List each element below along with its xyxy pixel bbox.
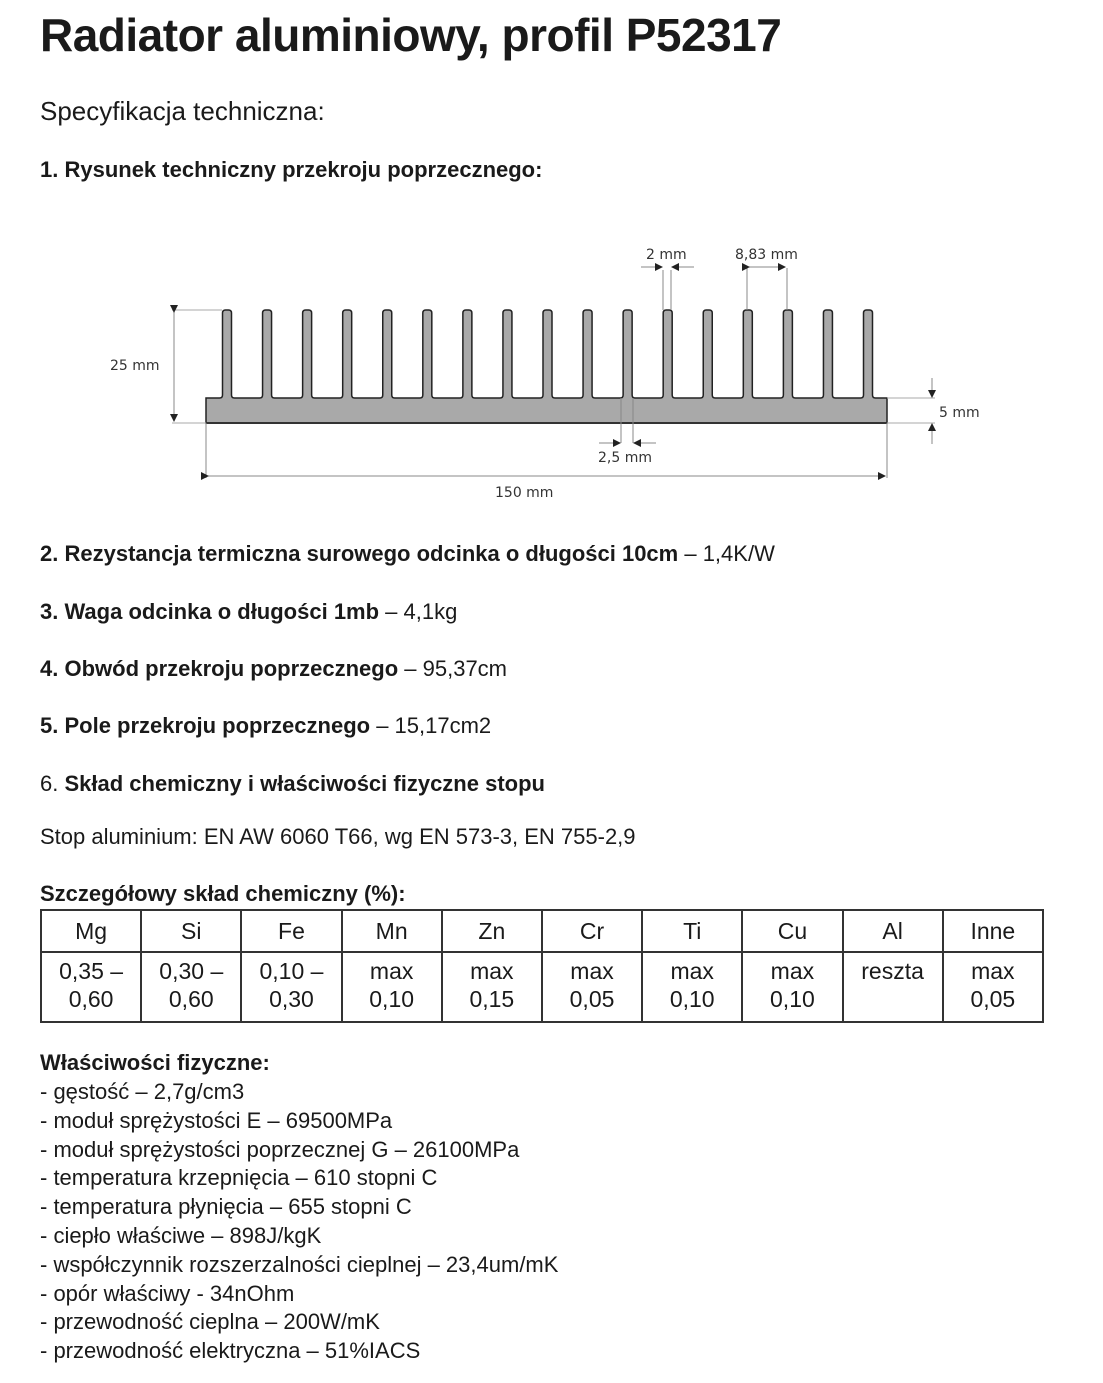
table-cell — [742, 952, 842, 1022]
cell-line-1: max — [470, 958, 514, 984]
spec-item-4 — [40, 656, 507, 682]
column-header: Fe — [241, 910, 341, 952]
table-cell — [442, 952, 542, 1022]
spec-item-6 — [40, 771, 545, 797]
dim-fin-width — [641, 247, 694, 310]
column-header: Mg — [41, 910, 141, 952]
spec-num: 5 — [40, 713, 53, 738]
spec-item-5 — [40, 713, 491, 739]
spec-value: – 4,1kg — [379, 599, 458, 624]
spec-num: 2. — [40, 541, 59, 566]
list-item: - współczynnik rozszerzalności cieplnej – 23,4um/mK — [40, 1251, 559, 1277]
column-header: Si — [141, 910, 241, 952]
spec-value: – 15,17cm2 — [370, 713, 492, 738]
chem-table-title: Szczegółowy skład chemiczny (%): — [40, 881, 406, 906]
cell-line-2: 0,05 — [569, 986, 615, 1012]
cell-line-2: 0,10 — [770, 986, 815, 1012]
physical-properties-list — [40, 1078, 558, 1366]
dim-base-label: 5 mm — [939, 405, 980, 421]
column-header: Al — [843, 910, 943, 952]
cell-line-1: max — [770, 958, 815, 984]
cell-line-2: 0,30 — [269, 986, 314, 1012]
column-header: Ti — [642, 910, 742, 952]
column-header: Cu — [742, 910, 842, 952]
section-1-heading: 1. Rysunek techniczny przekroju poprzecznego: — [40, 157, 543, 182]
table-header-row — [41, 910, 1043, 952]
dim-height-label: 25 mm — [110, 358, 160, 374]
spec-num: 3. — [40, 599, 59, 624]
cell-line-2: 0,60 — [168, 986, 214, 1012]
spec-item-3 — [40, 599, 457, 625]
table-cell — [141, 952, 241, 1022]
spec-label: Skład chemiczny i właściwości fizyczne stopu — [64, 771, 545, 796]
physical-properties-title: Właściwości fizyczne: — [40, 1050, 270, 1075]
heatsink-profile — [206, 310, 887, 423]
cell-line-2: 0,15 — [469, 986, 515, 1012]
dim-width — [206, 423, 887, 501]
dim-height — [110, 310, 222, 423]
dim-base — [887, 378, 980, 444]
list-item: - temperatura krzepnięcia – 610 stopni C — [40, 1165, 438, 1191]
spec-value: – 1,4K/W — [678, 541, 775, 566]
spec-label: . Pole przekroju poprzecznego — [52, 713, 371, 738]
table-cell — [41, 952, 141, 1022]
table-cell — [342, 952, 442, 1022]
spec-num: 4 — [40, 656, 53, 681]
list-item: - moduł sprężystości poprzecznej G – 26100MPa — [40, 1136, 520, 1162]
cell-line-2: 0,05 — [970, 986, 1016, 1012]
table-cell — [542, 952, 642, 1022]
chemical-composition-table — [40, 909, 1044, 1023]
list-item: - przewodność elektryczna – 51%IACS — [40, 1338, 421, 1364]
cell-line-2: 0,60 — [68, 986, 114, 1012]
column-header: Mn — [342, 910, 442, 952]
cell-line-1: 0,10 – — [259, 958, 324, 984]
table-cell — [642, 952, 742, 1022]
cell-line-1: max — [369, 958, 414, 984]
table-cell — [843, 952, 943, 1022]
dim-fin-pitch-label: 8,83 mm — [735, 247, 798, 263]
list-item: - moduł sprężystości E – 69500MPa — [40, 1107, 393, 1133]
dim-width-label: 150 mm — [495, 485, 554, 501]
list-item: - opór właściwy - 34nOhm — [40, 1280, 295, 1306]
spec-item-2 — [40, 541, 775, 567]
cell-line-1: max — [570, 958, 614, 984]
table-row — [41, 952, 1043, 1022]
column-header: Inne — [943, 910, 1043, 952]
spec-label: . Obwód przekroju poprzecznego — [52, 656, 399, 681]
dim-fin-width-label: 2 mm — [646, 247, 687, 263]
cell-line-2: 0,10 — [669, 986, 715, 1012]
cell-line-2: 0,10 — [369, 986, 415, 1012]
dim-fin-pitch — [735, 247, 798, 310]
column-header: Cr — [542, 910, 642, 952]
page-title: Radiator aluminiowy, profil P52317 — [40, 9, 782, 61]
spec-num: 6. — [40, 771, 65, 796]
alloy-designation: Stop aluminium: EN AW 6060 T66, wg EN 573-3, EN 755-2,9 — [40, 824, 636, 849]
cell-line-1: 0,30 – — [159, 958, 224, 984]
list-item: - ciepło właściwe – 898J/kgK — [40, 1222, 322, 1248]
spec-label: Waga odcinka o długości 1mb — [64, 599, 380, 624]
cross-section-diagram — [0, 230, 1103, 520]
cell-line-1: max — [971, 958, 1015, 984]
cell-line-1: 0,35 – — [59, 958, 124, 984]
table-cell — [943, 952, 1043, 1022]
table-cell — [241, 952, 341, 1022]
spec-label: Rezystancja termiczna surowego odcinka o długości 10cm — [64, 541, 679, 566]
spec-value: – 95,37cm — [398, 656, 508, 681]
cell-line-1: reszta — [861, 958, 924, 984]
list-item: - przewodność cieplna – 200W/mK — [40, 1309, 380, 1335]
cell-line-1: max — [670, 958, 714, 984]
column-header: Zn — [442, 910, 542, 952]
list-item: - gęstość – 2,7g/cm3 — [40, 1079, 245, 1104]
subtitle: Specyfikacja techniczna: — [40, 96, 325, 126]
list-item: - temperatura płynięcia – 655 stopni C — [40, 1194, 412, 1220]
dim-gap-label: 2,5 mm — [598, 450, 652, 466]
